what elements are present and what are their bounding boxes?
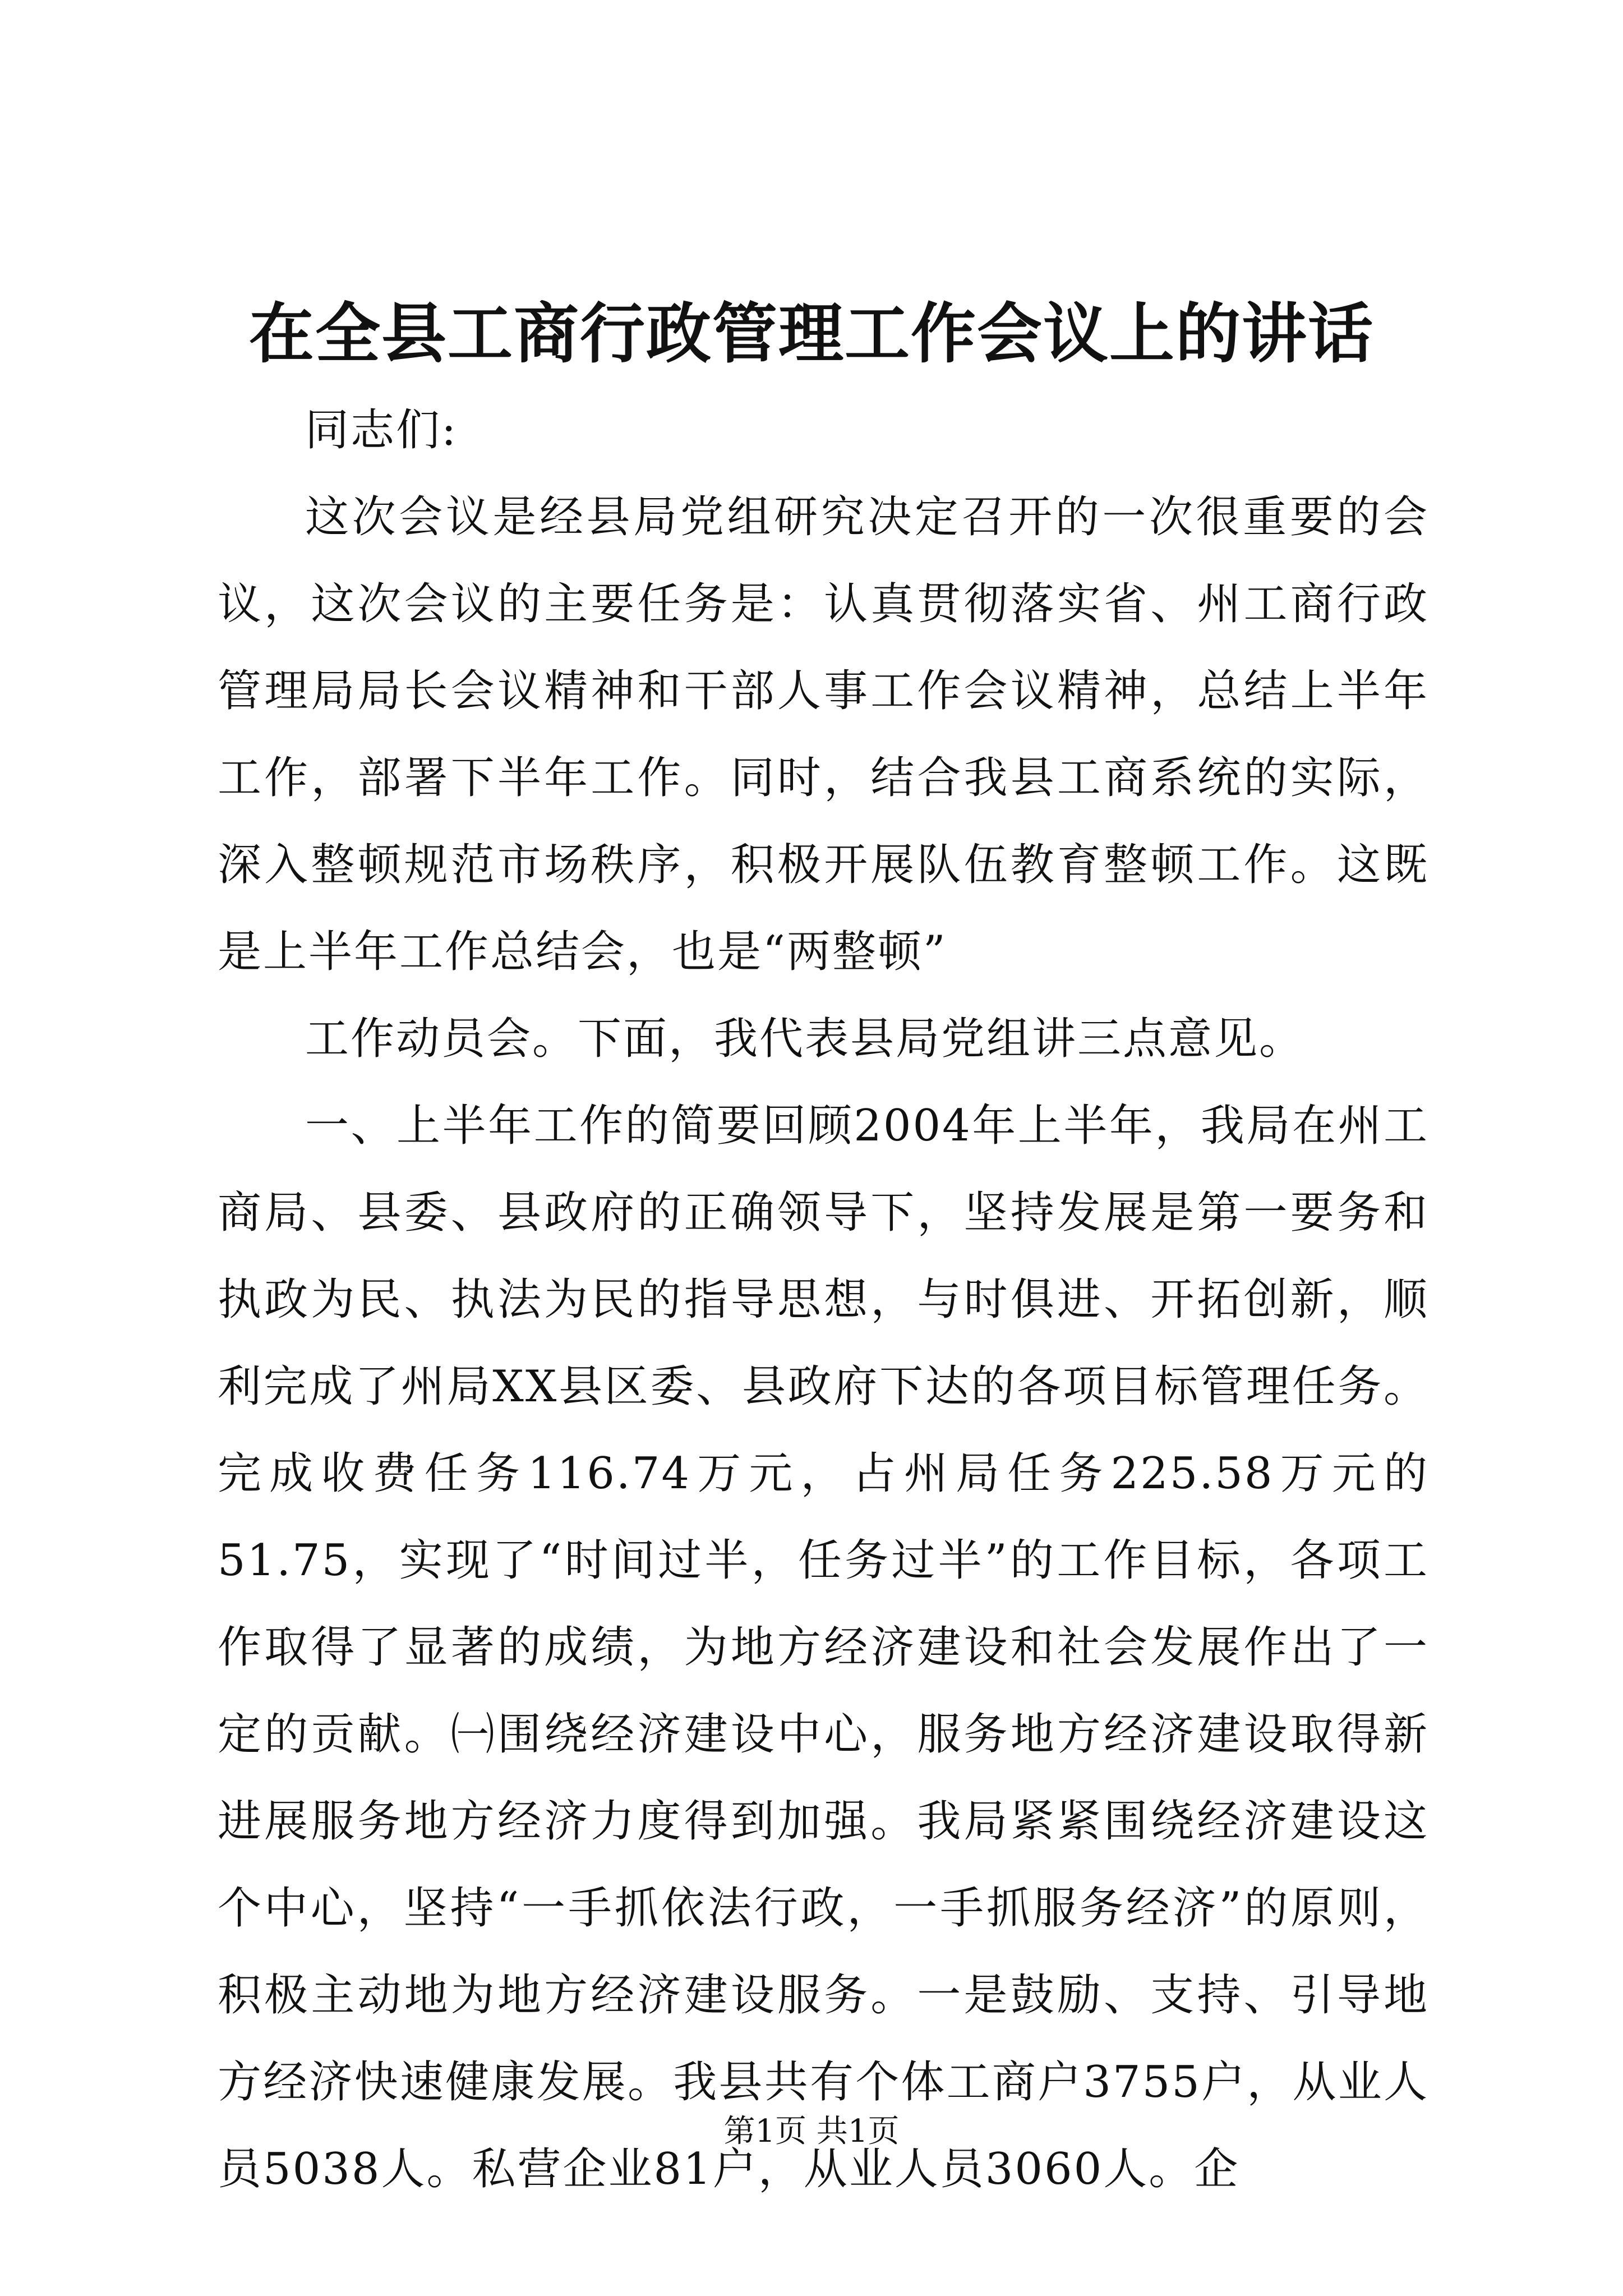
paragraph-meeting-purpose: 这次会议是经县局党组研究决定召开的一次很重要的会议，这次会议的主要任务是：认真贯彻落实省、州工商行政管理局局长会议精神和干部人事工作会议精神，总结上半年工作，部署下半年工作。同时，结合我县工商系统的实际，深入整顿规范市场秩序，积极开展队伍教育整顿工作。这既是上半年工作总结会，也是“两整顿” — [218, 492, 1429, 977]
page-footer: 第1页 共1页 — [723, 2113, 900, 2150]
paragraph-half-year-review: 一、上半年工作的简要回顾2004年上半年，我局在州工商局、县委、县政府的正确领导下，坚持发展是第一要务和执政为民、执法为民的指导思想，与时俱进、开拓创新，顺利完成了州局XX县区委、县政府下达的各项目标管理任务。完成收费任务116.74万元，占州局任务225.58万元的51.75，实现了“时间过半，任务过半”的工作目标，各项工作取得了显著的成绩，为地方经济建设和社会发展作出了一定的贡献。㈠围绕经济建设中心，服务地方经济建设取得新进展服务地方经济力度得到加强。我局紧紧围绕经济建设这个中心，坚持“一手抓依法行政，一手抓服务经济”的原则，积极主动地为地方经济建设服务。一是鼓励、支持、引导地方经济快速健康发展。我县共有个体工商户3755户，从业人员5038人。私营企业81户，从业人员3060人。企 — [218, 1101, 1429, 2194]
paragraph-salutation: 同志们: — [305, 405, 458, 455]
document-body — [218, 387, 1429, 2213]
document-title: 在全县工商行政管理工作会议上的讲话 — [249, 296, 1374, 372]
paragraph-mobilization: 工作动员会。下面，我代表县局党组讲三点意见。 — [305, 1014, 1305, 1064]
